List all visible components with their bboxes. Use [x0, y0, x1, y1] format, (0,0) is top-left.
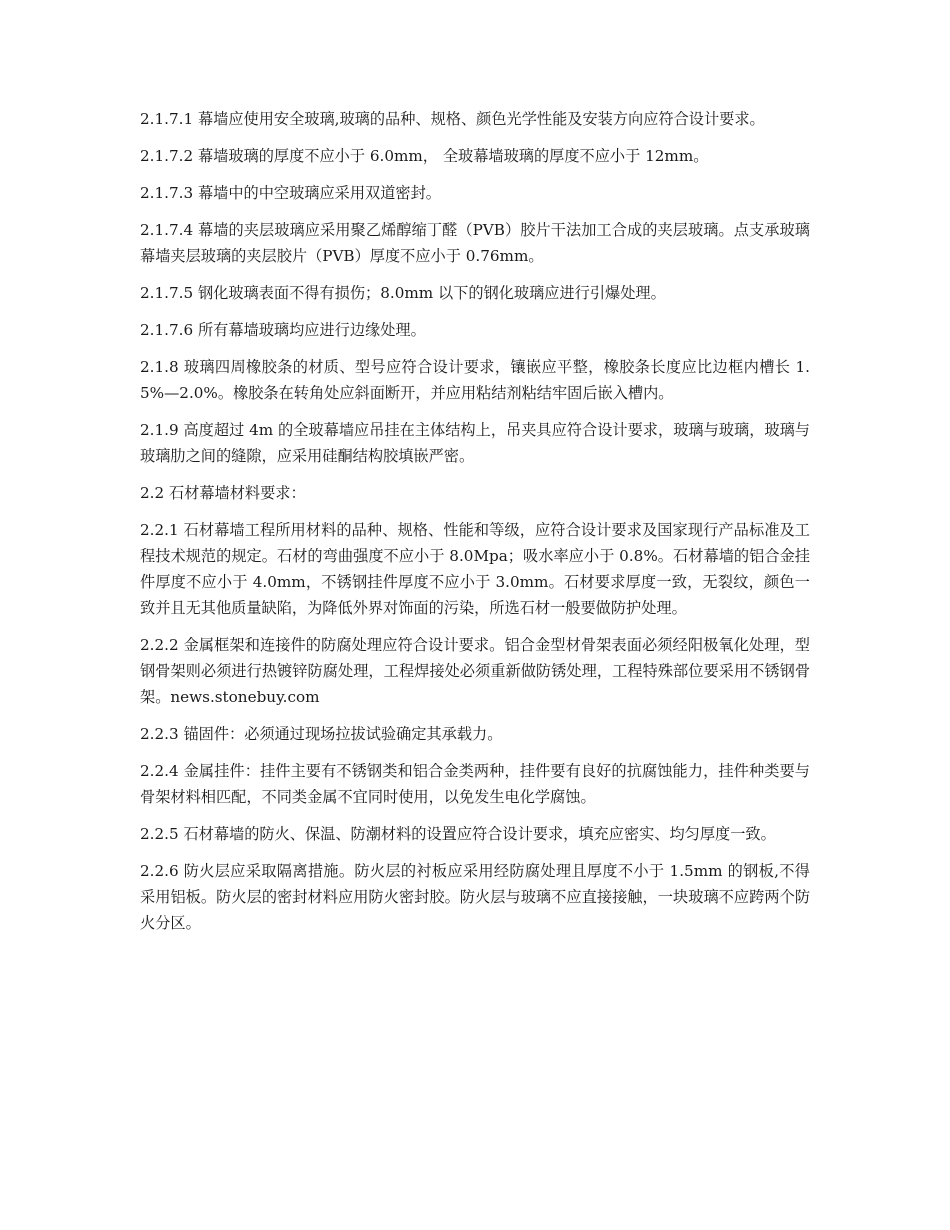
paragraph-2-1-7-3: 2.1.7.3 幕墙中的中空玻璃应采用双道密封。	[140, 184, 441, 202]
paragraph-2-1-7-6: 2.1.7.6 所有幕墙玻璃均应进行边缘处理。	[140, 321, 426, 339]
section-heading-2-2: 2.2 石材幕墙材料要求：	[140, 484, 306, 502]
paragraph-2-1-7-2: 2.1.7.2 幕墙玻璃的厚度不应小于 6.0mm， 全玻幕墙玻璃的厚度不应小于 12mm。	[140, 147, 709, 165]
paragraph-2-1-9: 2.1.9 高度超过 4m 的全玻幕墙应吊挂在主体结构上，吊夹具应符合设计要求，玻璃与玻璃，玻璃与玻璃肋之间的缝隙，应采用硅酮结构胶填嵌严密。	[140, 421, 810, 465]
paragraph-2-1-7-5: 2.1.7.5 钢化玻璃表面不得有损伤；8.0mm 以下的钢化玻璃应进行引爆处理。	[140, 284, 666, 302]
paragraph-2-2-6: 2.2.6 防火层应采取隔离措施。防火层的衬板应采用经防腐处理且厚度不小于 1.5mm 的钢板,不得采用铝板。防火层的密封材料应用防火密封胶。防火层与玻璃不应直接接触，一块玻璃不应跨两个防火分区。	[140, 862, 810, 932]
paragraph-2-2-4: 2.2.4 金属挂件：挂件主要有不锈钢类和铝合金类两种，挂件要有良好的抗腐蚀能力，挂件种类要与骨架材料相匹配，不同类金属不宜同时使用，以免发生电化学腐蚀。	[140, 762, 810, 806]
paragraph-2-1-8: 2.1.8 玻璃四周橡胶条的材质、型号应符合设计要求，镶嵌应平整，橡胶条长度应比边框内槽长 1.5%—2.0%。橡胶条在转角处应斜面断开，并应用粘结剂粘结牢固后嵌入槽内。	[140, 358, 810, 402]
paragraph-2-1-7-4: 2.1.7.4 幕墙的夹层玻璃应采用聚乙烯醇缩丁醛（PVB）胶片干法加工合成的夹层玻璃。点支承玻璃幕墙夹层玻璃的夹层胶片（PVB）厚度不应小于 0.76mm。	[140, 221, 810, 265]
paragraph-2-2-2: 2.2.2 金属框架和连接件的防腐处理应符合设计要求。铝合金型材骨架表面必须经阳极氧化处理，型钢骨架则必须进行热镀锌防腐处理，工程焊接处必须重新做防锈处理，工程特殊部位要采用不锈钢骨架。news.stonebuy.com	[140, 636, 810, 706]
paragraph-2-2-5: 2.2.5 石材幕墙的防火、保温、防潮材料的设置应符合设计要求，填充应密实、均匀厚度一致。	[140, 825, 776, 843]
paragraph-2-1-7-1: 2.1.7.1 幕墙应使用安全玻璃,玻璃的品种、规格、颜色光学性能及安装方向应符合设计要求。	[140, 110, 765, 128]
paragraph-2-2-3: 2.2.3 锚固件：必须通过现场拉拔试验确定其承载力。	[140, 725, 503, 743]
paragraph-2-2-1: 2.2.1 石材幕墙工程所用材料的品种、规格、性能和等级，应符合设计要求及国家现行产品标准及工程技术规范的规定。石材的弯曲强度不应小于 8.0Mpa；吸水率应小于 0.8%。石材幕墙的铝合金挂件厚度不应小于 4.0mm，不锈钢挂件厚度不应小于 3.0mm。石材要求厚度一致，无裂纹，颜色一致并且无其他质量缺陷，为降低外界对饰面的污染，所选石材一般要做防护处理。	[140, 521, 810, 617]
